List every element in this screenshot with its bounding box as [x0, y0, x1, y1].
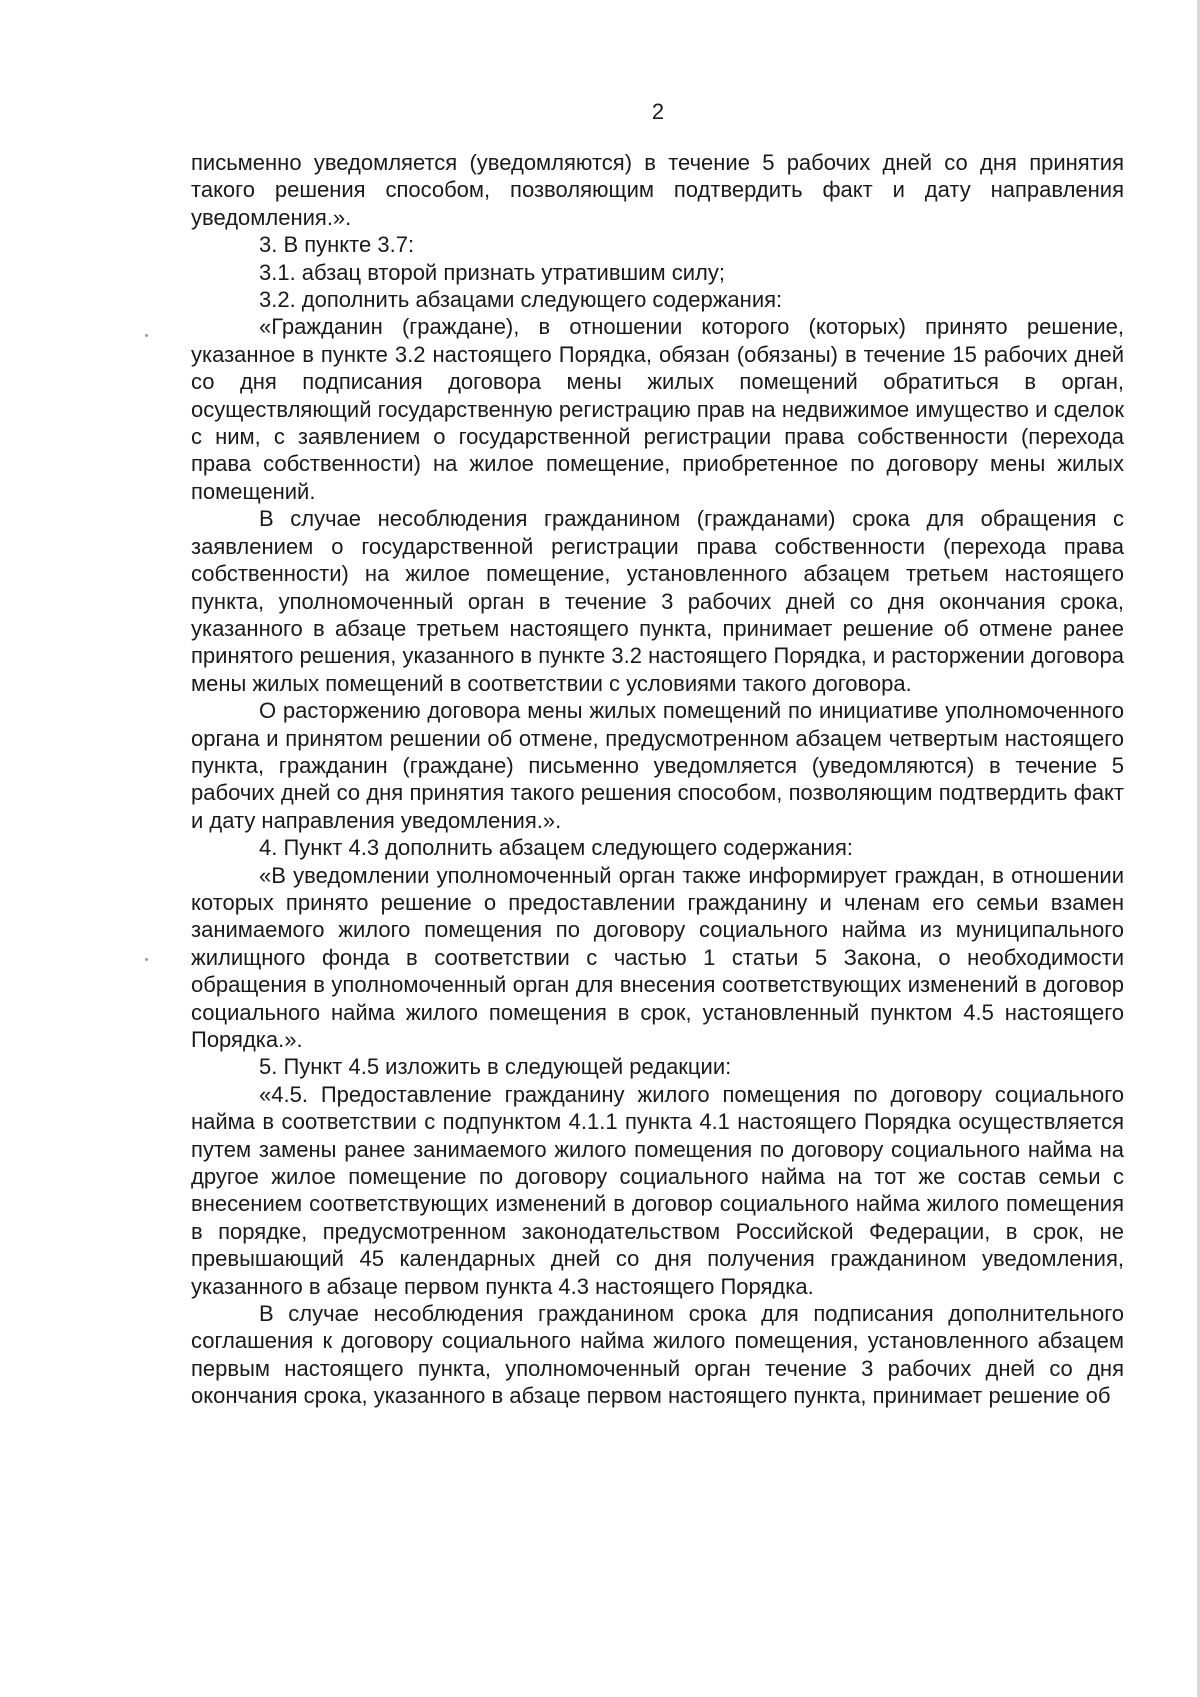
- document-body: [191, 149, 1124, 1410]
- paragraph: 3. В пункте 3.7:: [259, 232, 415, 258]
- paragraph: В случае несоблюдения гражданином (гражданами) срока для обращения с заявлением о государственной регистрации права собственности (перехода права собственности) на жилое помещение, установленного абзацем третьем настоящего пункта, уполномоченный орган в течение 3 рабочих дней со дня окончания срока, указанного в абзаце третьем настоящего пункта, принимает решение об отмене ранее принятого решения, указанного в пункте 3.2 настоящего Порядка, и расторжении договора мены жилых помещений в соответствии с условиями такого договора.: [191, 506, 1124, 696]
- paragraph: В случае несоблюдения гражданином срока для подписания дополнительного соглашения к договору социального найма жилого помещения, установленного абзацем первым настоящего пункта, уполномоченный орган течение 3 рабочих дней со дня окончания срока, указанного в абзаце первом настоящего пункта, принимает решение об: [191, 1301, 1124, 1409]
- paragraph: 4. Пункт 4.3 дополнить абзацем следующего содержания:: [259, 835, 853, 861]
- paragraph: О расторжению договора мены жилых помещений по инициативе уполномоченного органа и принятом решении об отмене, предусмотренном абзацем четвертым настоящего пункта, гражданин (граждане) письменно уведомляется (уведомляются) в течение 5 рабочих дней со дня принятия такого решения способом, позволяющим подтвердить факт и дату направления уведомления.».: [191, 698, 1124, 833]
- paragraph: «В уведомлении уполномоченный орган также информирует граждан, в отношении которых принято решение о предоставлении гражданину и членам его семьи взамен занимаемого жилого помещения по договору социального найма из муниципального жилищного фонда в соответствии с частью 1 статьи 5 Закона, о необходимости обращения в уполномоченный орган для внесения соответствующих изменений в договор социального найма жилого помещения в срок, установленный пунктом 4.5 настоящего Порядка.».: [191, 862, 1124, 1052]
- paragraph: 5. Пункт 4.5 изложить в следующей редакции:: [259, 1054, 732, 1080]
- scan-artifact-dot: [145, 334, 148, 337]
- paragraph: «4.5. Предоставление гражданину жилого помещения по договору социального найма в соответствии с подпунктом 4.1.1 пункта 4.1 настоящего Порядка осуществляется путем замены ранее занимаемого жилого помещения по договору социального найма на другое жилое помещение по договору социального найма на тот же состав семьи с внесением соответствующих изменений в договор социального найма жилого помещения в порядке, предусмотренном законодательством Российской Федерации, в срок, не превышающий 45 календарных дней со дня получения гражданином уведомления, указанного в абзаце первом пункта 4.3 настоящего Порядка.: [191, 1081, 1124, 1299]
- paragraph: 3.2. дополнить абзацами следующего содержания:: [259, 287, 783, 313]
- paragraph: 3.1. абзац второй признать утратившим силу;: [259, 259, 725, 285]
- paragraph: «Гражданин (граждане), в отношении которого (которых) принято решение, указанное в пункте 3.2 настоящего Порядка, обязан (обязаны) в течение 15 рабочих дней со дня подписания договора мены жилых помещений обратиться в орган, осуществляющий государственную регистрацию прав на недвижимое имущество и сделок с ним, с заявлением о государственной регистрации права собственности (перехода права собственности) на жилое помещение, приобретенное по договору мены жилых помещений.: [191, 314, 1124, 504]
- paragraph: письменно уведомляется (уведомляются) в течение 5 рабочих дней со дня принятия такого решения способом, позволяющим подтвердить факт и дату направления уведомления.».: [191, 150, 1124, 230]
- scan-artifact-dot: [145, 958, 148, 961]
- page-number: 2: [651, 99, 665, 124]
